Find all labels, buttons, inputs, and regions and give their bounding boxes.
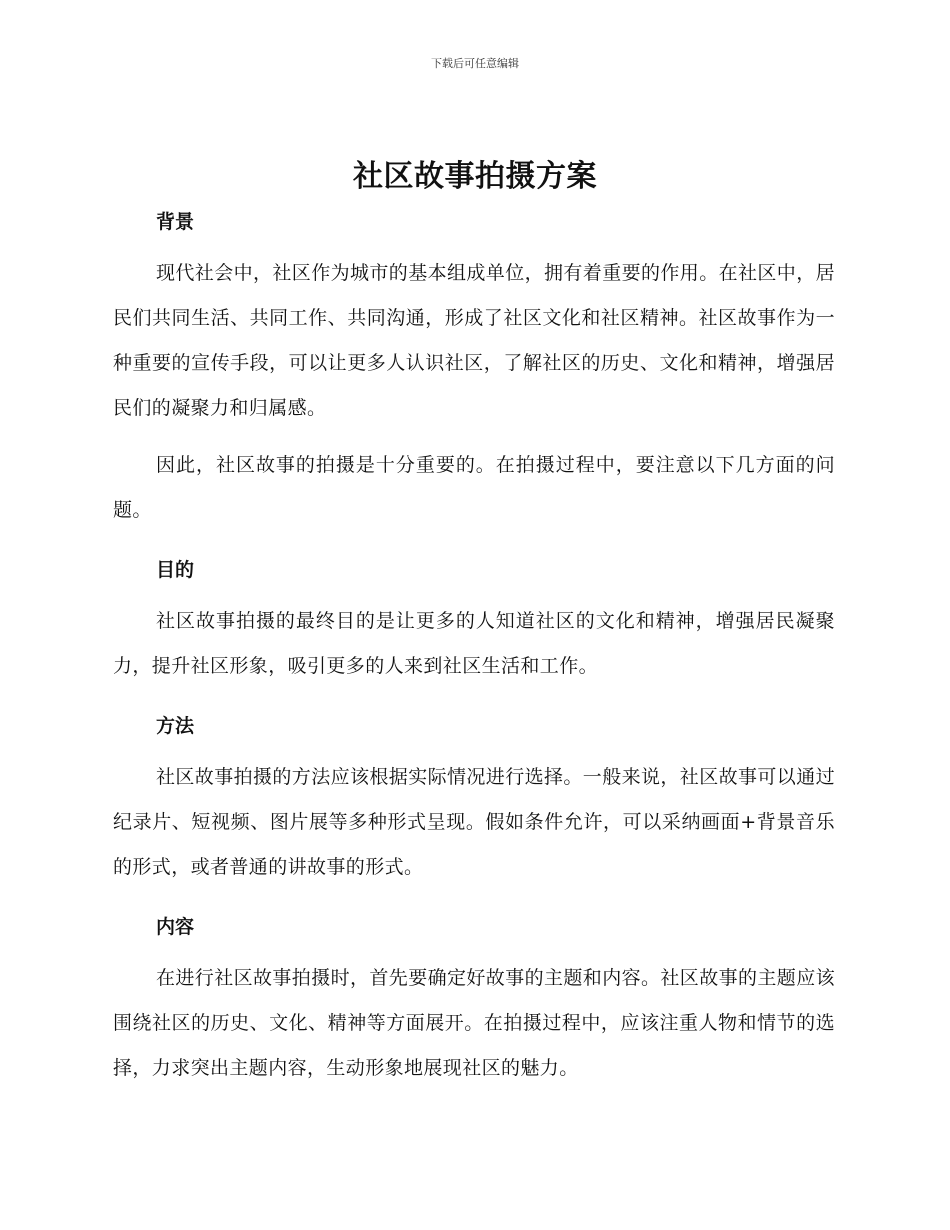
- section-heading-purpose: 目的: [156, 559, 195, 581]
- paragraph-content: 在进行社区故事拍摄时，首先要确定好故事的主题和内容。社区故事的主题应该围绕社区的历史、文化、精神等方面展开。在拍摄过程中，应该注重人物和情节的选择，力求突出主题内容，生动形象地展现社区的魅力。: [113, 967, 836, 1079]
- document-body: [113, 205, 835, 1091]
- header-note: 下载后可任意编辑: [431, 57, 519, 70]
- section-heading-content: 内容: [156, 916, 195, 938]
- section-heading-method: 方法: [156, 715, 195, 737]
- paragraph-purpose: 社区故事拍摄的最终目的是让更多的人知道社区的文化和精神，增强居民凝聚力，提升社区形象，吸引更多的人来到社区生活和工作。: [113, 610, 835, 677]
- section-heading-background: 背景: [156, 211, 195, 233]
- document-title: 社区故事拍摄方案: [353, 159, 597, 194]
- paragraph-background-2: 因此，社区故事的拍摄是十分重要的。在拍摄过程中，要注意以下几方面的问题。: [113, 454, 835, 521]
- paragraph-method: 社区故事拍摄的方法应该根据实际情况进行选择。一般来说，社区故事可以通过纪录片、短视频、图片展等多种形式呈现。假如条件允许，可以采纳画面+背景音乐的形式，或者普通的讲故事的形式。: [113, 766, 836, 878]
- paragraph-background-1: 现代社会中，社区作为城市的基本组成单位，拥有着重要的作用。在社区中，居民们共同生活、共同工作、共同沟通，形成了社区文化和社区精神。社区故事作为一种重要的宣传手段，可以让更多人认识社区，了解社区的历史、文化和精神，增强居民们的凝聚力和归属感。: [113, 262, 836, 419]
